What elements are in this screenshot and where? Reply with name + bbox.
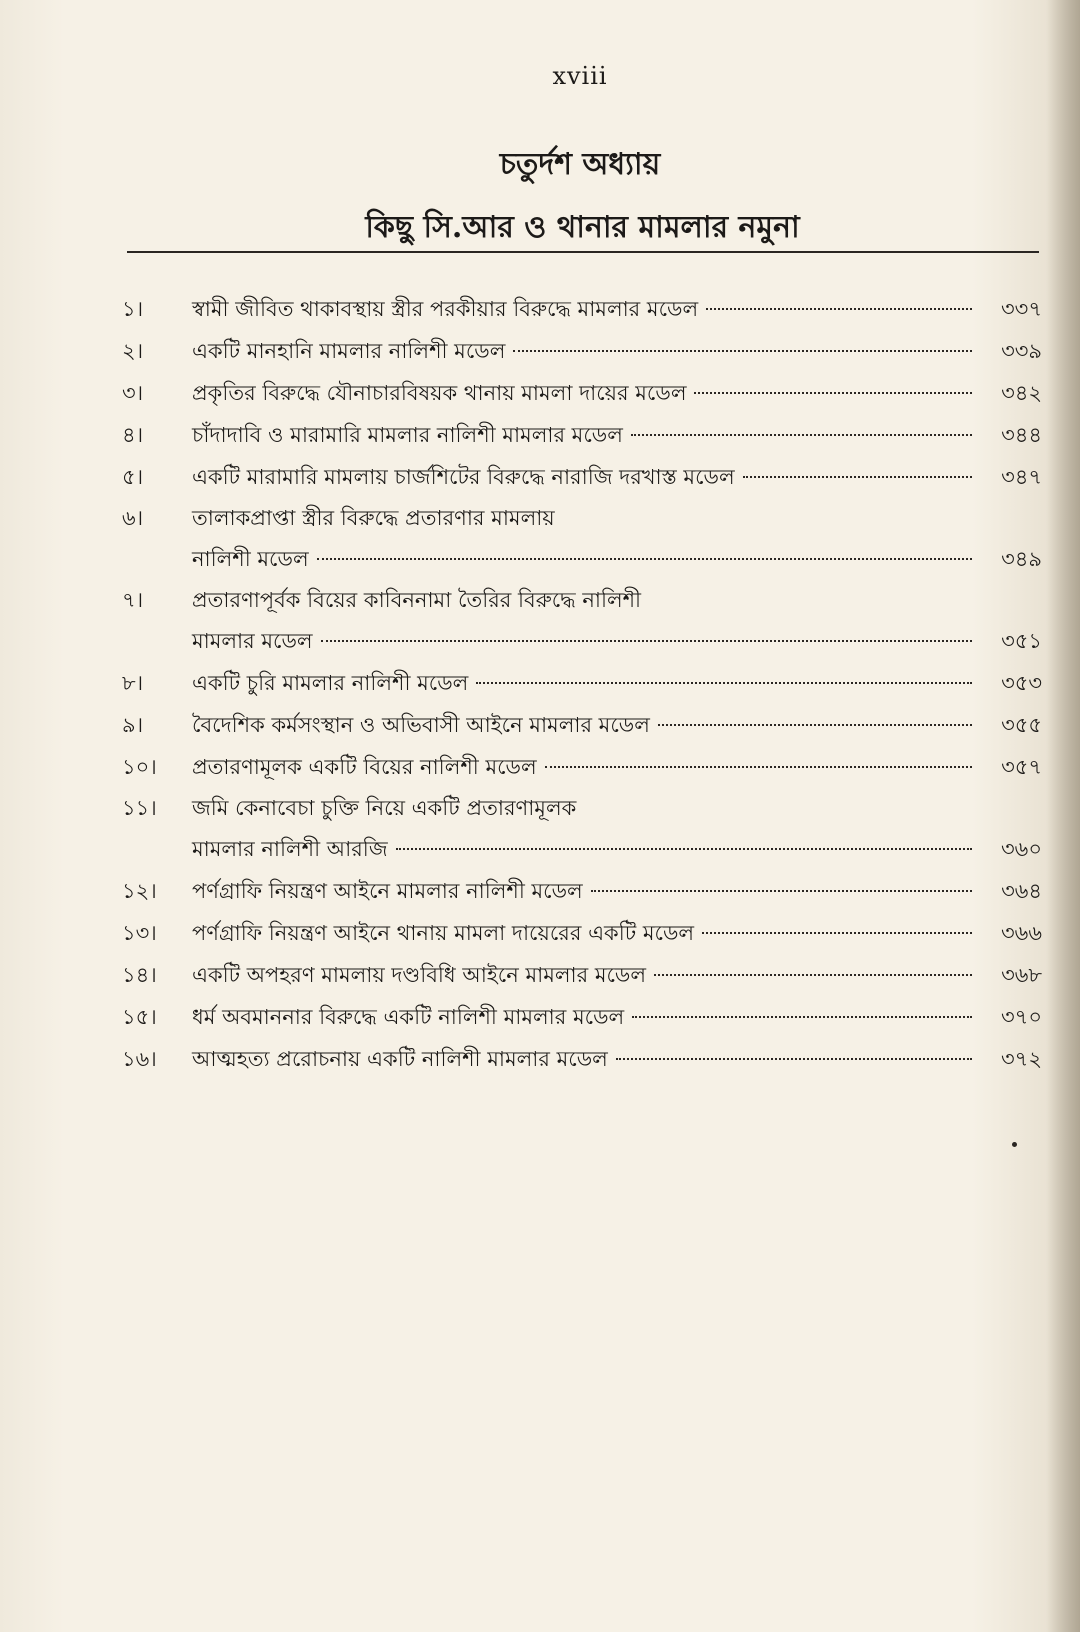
dot-leader <box>317 557 972 560</box>
entry-page-number: ৩৪৪ <box>1001 423 1042 447</box>
entry-title: পর্ণগ্রাফি নিয়ন্ত্রণ আইনে মামলার নালিশী মডেল <box>192 879 583 903</box>
entry-title: আত্মহত্য প্ররোচনায় একটি নালিশী মামলার মডেল <box>192 1047 608 1071</box>
entry-number: ১। <box>122 297 144 321</box>
toc-entry-line <box>122 704 1042 746</box>
toc-entry-line <box>122 788 1042 828</box>
dot-leader <box>545 765 972 768</box>
entry-page-number: ৩৫৫ <box>1001 713 1042 737</box>
toc-entry-line <box>122 330 1042 372</box>
entry-title: মামলার নালিশী আরজি <box>192 837 388 861</box>
entry-title: একটি অপহরণ মামলায় দণ্ডবিধি আইনে মামলার মডেল <box>192 963 647 987</box>
toc-entry-line <box>122 1038 1042 1080</box>
entry-number: ৬। <box>122 506 144 530</box>
entry-page-number: ৩৩৯ <box>1001 339 1042 363</box>
dot-leader <box>616 1057 972 1060</box>
entry-page-number: ৩৪২ <box>1001 381 1042 405</box>
entry-number: ১০। <box>122 755 157 779</box>
toc-entry-line <box>122 580 1042 620</box>
toc-entry <box>122 414 1042 456</box>
entry-number: ৯। <box>122 713 144 737</box>
toc-entry <box>122 1038 1042 1080</box>
entry-page-number: ৩৫১ <box>1001 629 1042 653</box>
toc-entry-line <box>122 620 1042 662</box>
toc-entry <box>122 788 1042 870</box>
table-of-contents <box>122 288 1042 1080</box>
entry-number: ১৬। <box>122 1047 157 1071</box>
entry-page-number: ৩৪৯ <box>1001 547 1042 571</box>
toc-entry-line <box>122 288 1042 330</box>
toc-entry-line <box>122 662 1042 704</box>
toc-entry <box>122 372 1042 414</box>
entry-page-number: ৩৬০ <box>1001 837 1042 861</box>
entry-number: ৩। <box>122 381 144 405</box>
entry-title: বৈদেশিক কর্মসংস্থান ও অভিবাসী আইনে মামলার মডেল <box>192 713 650 737</box>
entry-title: প্রকৃতির বিরুদ্ধে যৌনাচারবিষয়ক থানায় মামলা দায়ের মডেল <box>192 381 687 405</box>
entry-title: জমি কেনাবেচা চুক্তি নিয়ে একটি প্রতারণামূলক <box>192 796 577 820</box>
entry-page-number: ৩৭২ <box>1001 1047 1042 1071</box>
toc-entry <box>122 704 1042 746</box>
dot-leader <box>706 307 972 310</box>
entry-title: একটি মানহানি মামলার নালিশী মডেল <box>192 339 506 363</box>
entry-page-number: ৩৬৪ <box>1001 879 1042 903</box>
dot-leader <box>631 433 972 436</box>
dot-leader <box>658 723 972 726</box>
entry-number: ৭। <box>122 588 144 612</box>
toc-entry-line <box>122 372 1042 414</box>
entry-page-number: ৩৬৬ <box>1001 921 1042 945</box>
entry-number: ৪। <box>122 423 144 447</box>
entry-number: ১২। <box>122 879 157 903</box>
toc-entry <box>122 498 1042 580</box>
dot-leader <box>476 681 972 684</box>
entry-title: তালাকপ্রাপ্তা স্ত্রীর বিরুদ্ধে প্রতারণার মামলায় <box>192 506 555 530</box>
entry-title: মামলার মডেল <box>192 629 313 653</box>
dot-leader <box>702 931 972 934</box>
toc-entry-line <box>122 996 1042 1038</box>
dot-leader <box>694 391 972 394</box>
dot-leader <box>654 973 972 976</box>
toc-entry-line <box>122 954 1042 996</box>
entry-page-number: ৩৫৭ <box>1001 755 1042 779</box>
entry-title: ধর্ম অবমাননার বিরুদ্ধে একটি নালিশী মামলার মডেল <box>192 1005 625 1029</box>
entry-page-number: ৩৫৩ <box>1001 671 1042 695</box>
entry-title: নালিশী মডেল <box>192 547 309 571</box>
horizontal-rule <box>127 251 1039 253</box>
dot-leader <box>513 349 972 352</box>
toc-entry <box>122 912 1042 954</box>
toc-entry <box>122 456 1042 498</box>
entry-number: ২। <box>122 339 144 363</box>
entry-title: একটি চুরি মামলার নালিশী মডেল <box>192 671 469 695</box>
chapter-heading: চতুর্দশ অধ্যায় <box>499 147 661 182</box>
entry-number: ১৪। <box>122 963 157 987</box>
toc-entry-line <box>122 828 1042 870</box>
toc-entry-line <box>122 538 1042 580</box>
toc-entry <box>122 954 1042 996</box>
entry-title: স্বামী জীবিত থাকাবস্থায় স্ত্রীর পরকীয়ার বিরুদ্ধে মামলার মডেল <box>192 297 699 321</box>
toc-entry-line <box>122 456 1042 498</box>
toc-entry <box>122 580 1042 662</box>
toc-entry-line <box>122 912 1042 954</box>
entry-number: ১৫। <box>122 1005 157 1029</box>
entry-page-number: ৩৪৭ <box>1001 465 1042 489</box>
toc-entry <box>122 662 1042 704</box>
toc-entry <box>122 870 1042 912</box>
ink-speck <box>1012 1142 1017 1147</box>
toc-entry <box>122 996 1042 1038</box>
entry-title: চাঁদাদাবি ও মারামারি মামলার নালিশী মামলার মডেল <box>192 423 623 447</box>
entry-title: প্রতারণাপূর্বক বিয়ের কাবিননামা তৈরির বিরুদ্ধে নালিশী <box>192 588 642 612</box>
toc-entry <box>122 288 1042 330</box>
entry-title: পর্ণগ্রাফি নিয়ন্ত্রণ আইনে থানায় মামলা দায়েরের একটি মডেল <box>192 921 695 945</box>
entry-title: প্রতারণামূলক একটি বিয়ের নালিশী মডেল <box>192 755 537 779</box>
entry-page-number: ৩৩৭ <box>1001 297 1042 321</box>
entry-page-number: ৩৬৮ <box>1001 963 1042 987</box>
dot-leader <box>396 847 972 850</box>
toc-entry-line <box>122 746 1042 788</box>
entry-number: ৫। <box>122 465 144 489</box>
section-title: কিছু সি.আর ও থানার মামলার নমুনা <box>365 210 800 245</box>
entry-number: ১৩। <box>122 921 157 945</box>
dot-leader <box>632 1015 972 1018</box>
entry-title: একটি মারামারি মামলায় চার্জশিটের বিরুদ্ধে নারাজি দরখাস্ত মডেল <box>192 465 735 489</box>
dot-leader <box>743 475 972 478</box>
toc-entry-line <box>122 414 1042 456</box>
toc-entry <box>122 746 1042 788</box>
dot-leader <box>321 639 972 642</box>
toc-entry-line <box>122 870 1042 912</box>
entry-page-number: ৩৭০ <box>1001 1005 1042 1029</box>
toc-entry-line <box>122 498 1042 538</box>
dot-leader <box>591 889 972 892</box>
entry-number: ১১। <box>122 796 157 820</box>
toc-entry <box>122 330 1042 372</box>
page-number: xviii <box>552 62 608 90</box>
entry-number: ৮। <box>122 671 144 695</box>
